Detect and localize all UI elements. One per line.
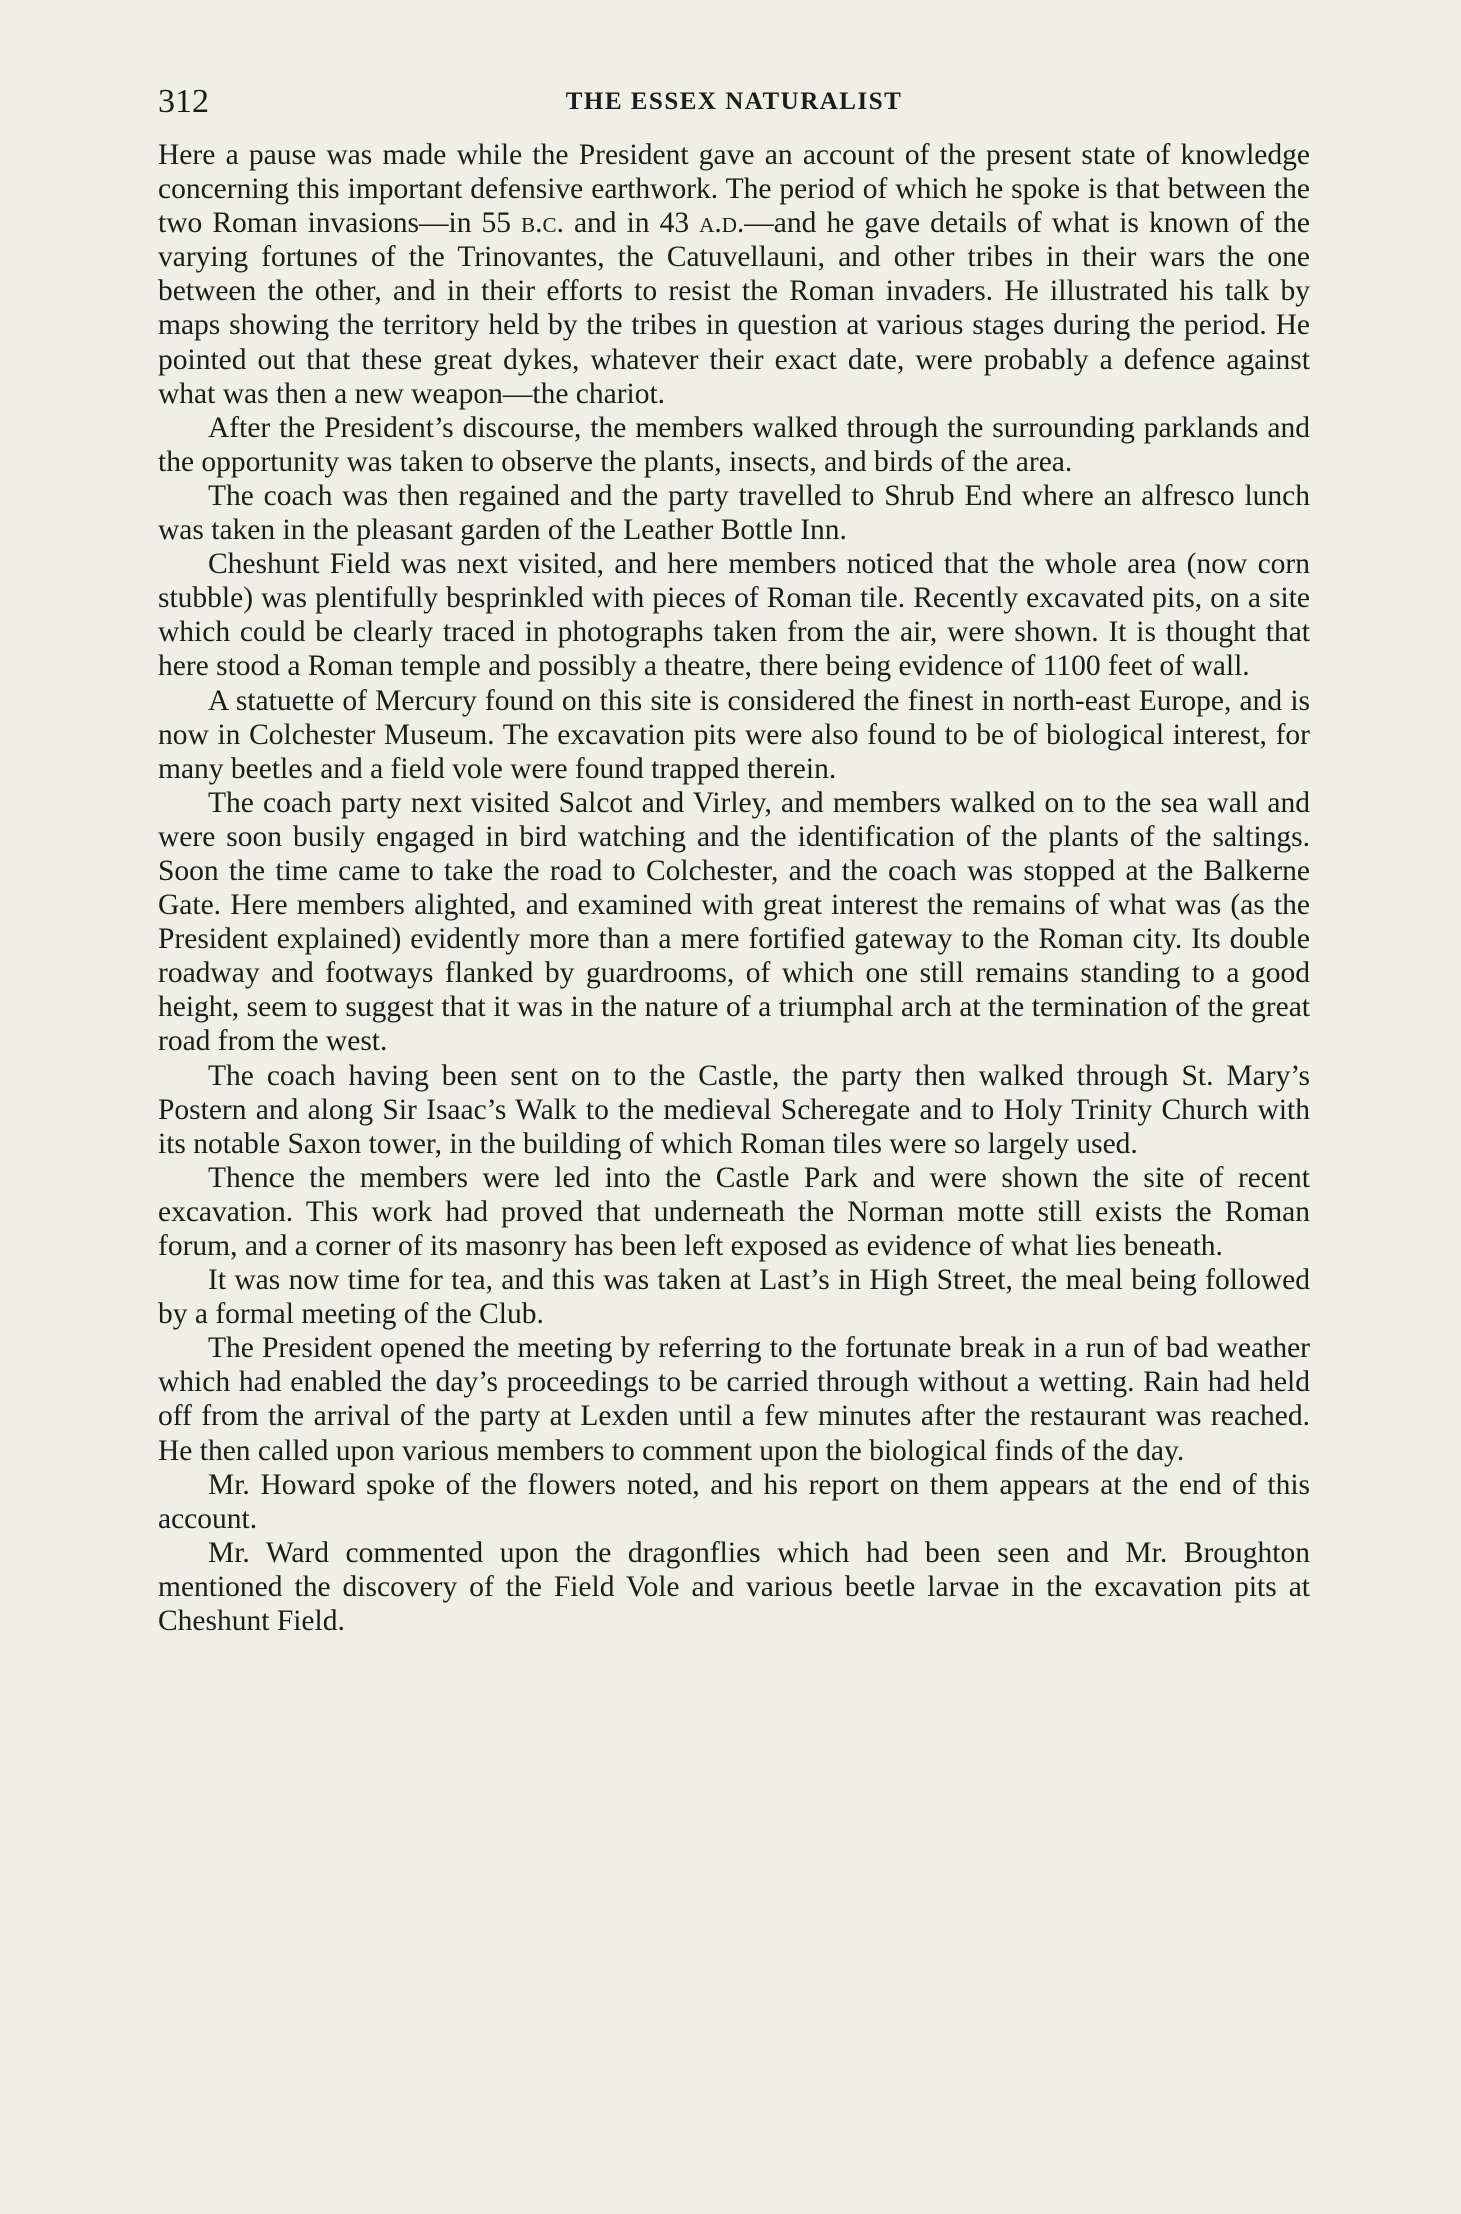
page-header bbox=[158, 80, 1310, 124]
paragraph-9: It was now time for tea, and this was taken at Last’s in High Street, the meal being followed by a formal meeting of the Club. bbox=[158, 1264, 1310, 1331]
era-abbrev-bc: b.c. bbox=[521, 207, 564, 240]
paragraph-6: The coach party next visited Salcot and Virley, and members walked on to the sea wall and were soon busily engaged in bird watching and the identification of the plants of the saltings. Soon the time came to take the road to Colchester, and the coach was stopped at the Balkerne Gate. Here members alighted, and examined with great interest the remains of what was (as the President explained) evidently more than a mere fortified gateway to the Roman city. Its double roadway and footways flanked by guardrooms, of which one still remains standing to a good height, seem to suggest that it was in the nature of a triumphal arch at the termination of the great road from the west. bbox=[158, 786, 1310, 1058]
paragraph-10: The President opened the meeting by referring to the fortunate break in a run of bad weather which had enabled the day’s proceedings to be carried through without a wetting. Rain had held off from the arrival of the party at Lexden until a few minutes after the restaurant was reached. He then called upon various members to comment upon the biological finds of the day. bbox=[158, 1332, 1310, 1467]
era-abbrev-ad: a.d. bbox=[699, 207, 745, 240]
body-text bbox=[158, 138, 1310, 1638]
paragraph-5: A statuette of Mercury found on this site is considered the finest in north-east Europe, and is now in Colchester Museum. The excavation pits were also found to be of biological interest, for many beetles and a field vole were found trapped therein. bbox=[158, 684, 1310, 785]
paragraph-7: The coach having been sent on to the Castle, the party then walked through St. Mary’s Postern and along Sir Isaac’s Walk to the medieval Scheregate and to Holy Trinity Church with its notable Saxon tower, in the building of which Roman tiles were so largely used. bbox=[158, 1059, 1310, 1160]
paragraph-1-text-a: Here a pause was made while the President gave an account of the present state of knowledge concerning this important defensive earthwork. The period of which he spoke is that between the two Roman invasions—in 55 bbox=[158, 139, 1310, 240]
paragraph-8: Thence the members were led into the Castle Park and were shown the site of recent excavation. This work had proved that underneath the Norman motte still exists the Roman forum, and a corner of its masonry has been left exposed as evidence of what lies beneath. bbox=[158, 1161, 1310, 1262]
paragraph-2: After the President’s discourse, the members walked through the surrounding parklands and the opportunity was taken to observe the plants, insects, and birds of the area. bbox=[158, 411, 1310, 478]
paragraph-12: Mr. Ward commented upon the dragonflies which had been seen and Mr. Broughton mentioned the discovery of the Field Vole and various beetle larvae in the excavation pits at Cheshunt Field. bbox=[158, 1536, 1310, 1638]
paragraph-11: Mr. Howard spoke of the flowers noted, and his report on them appears at the end of this account. bbox=[158, 1468, 1310, 1535]
paragraph-1-text-b: and in 43 bbox=[563, 207, 700, 240]
paragraph-3: The coach was then regained and the party travelled to Shrub End where an alfresco lunch was taken in the pleasant garden of the Leather Bottle Inn. bbox=[158, 479, 1310, 547]
paragraph-1 bbox=[158, 138, 1310, 411]
paragraph-1-text-c: —and he gave details of what is known of the varying fortunes of the Trinovantes, the Catuvellauni, and other tribes in their wars the one between the other, and in their efforts to resist the Roman invaders. He illustrated his talk by maps showing the territory held by the tribes in question at various stages during the period. He pointed out that these great dykes, whatever their exact date, were probably a defence against what was then a new weapon—the chariot. bbox=[158, 207, 1311, 410]
document-page bbox=[158, 80, 1310, 1638]
paragraph-4: Cheshunt Field was next visited, and here members noticed that the whole area (now corn stubble) was plentifully besprinkled with pieces of Roman tile. Recently excavated pits, on a site which could be clearly traced in photographs taken from the air, were shown. It is thought that here stood a Roman temple and possibly a theatre, there being evidence of 1100 feet of wall. bbox=[158, 548, 1310, 683]
running-title: THE ESSEX NATURALIST bbox=[565, 88, 903, 115]
page-number: 312 bbox=[158, 83, 209, 120]
